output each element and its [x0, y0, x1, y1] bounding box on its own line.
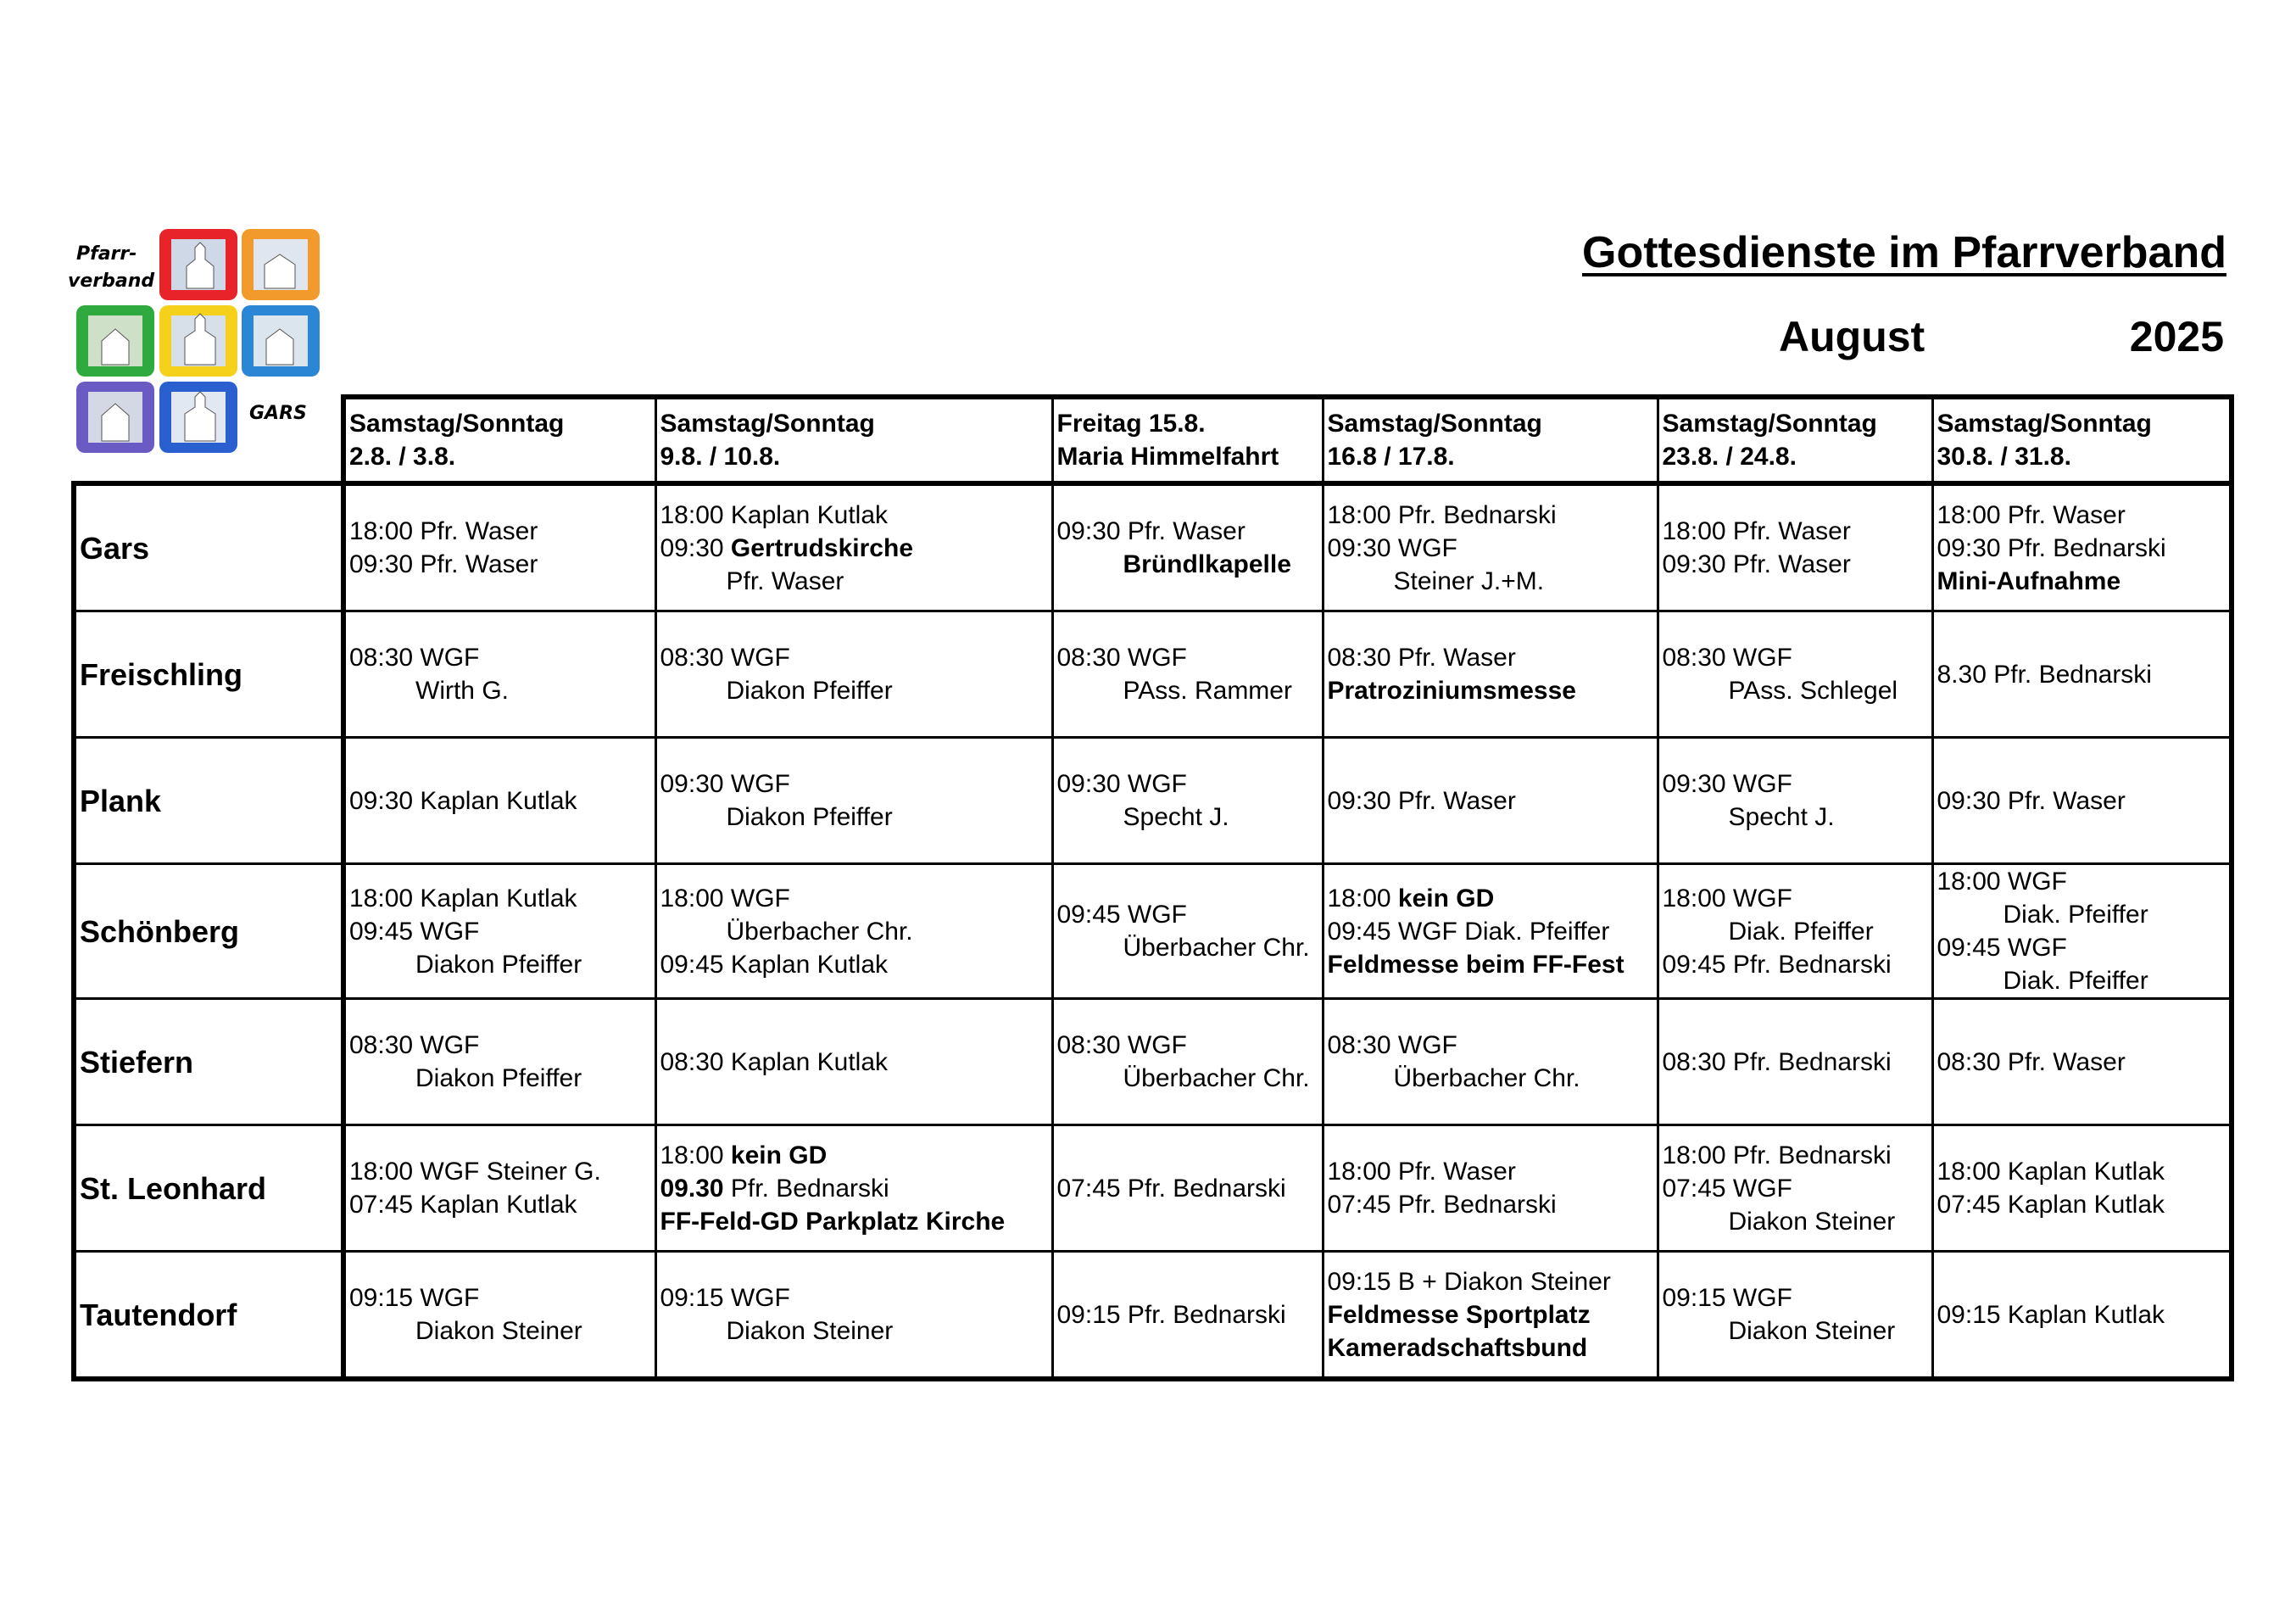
column-header: [1932, 397, 2232, 483]
service-line: [1057, 767, 1318, 801]
service-line: [1328, 1265, 1653, 1298]
schedule-cell: [343, 483, 655, 611]
service-text: Specht J.: [1123, 803, 1229, 831]
service-line: [1937, 532, 2226, 565]
service-line: [1328, 499, 1653, 532]
service-line: [349, 784, 651, 818]
location-name: Gars: [74, 483, 343, 611]
service-line: [349, 1314, 651, 1348]
service-line: [349, 948, 651, 981]
schedule-cell: [1932, 483, 2232, 611]
schedule-cell: [1658, 864, 1932, 999]
schedule-cell: [1658, 738, 1932, 864]
service-text: 07:45 Kaplan Kutlak: [1937, 1191, 2165, 1219]
location-name: Plank: [74, 738, 343, 864]
service-line: [349, 1281, 651, 1314]
schedule-cell: [655, 483, 1052, 611]
service-highlight: Bründlkapelle: [1123, 550, 1291, 578]
service-line: [1057, 1172, 1318, 1205]
schedule-cell: [343, 999, 655, 1125]
year-label: 2025: [2129, 313, 2224, 360]
service-text: 09:15 WGF: [349, 1284, 480, 1312]
service-text: 18:00 Kaplan Kutlak: [660, 500, 889, 529]
corner-cell: [74, 397, 343, 483]
service-text: 18:00 WGF: [1937, 868, 2067, 896]
service-line: [1057, 515, 1318, 548]
service-text: Steiner J.+M.: [1393, 566, 1545, 595]
schedule-cell: [1323, 611, 1658, 738]
service-line: [1663, 515, 1928, 548]
service-line: [1937, 784, 2226, 818]
service-text: 08:30 Kaplan Kutlak: [660, 1047, 889, 1076]
table-row: [74, 738, 2232, 864]
service-text: 18:00 Pfr. Waser: [1662, 517, 1851, 545]
schedule-cell: [1052, 611, 1323, 738]
service-text: 08:30 WGF: [1327, 1031, 1457, 1059]
logo-word-verband: verband: [68, 271, 155, 292]
service-line: [1663, 801, 1928, 834]
service-text: 09:45 Pfr. Bednarski: [1662, 950, 1892, 979]
column-header-day: Samstag/Sonntag: [349, 410, 565, 438]
service-text: 07:45 Pfr. Bednarski: [1327, 1191, 1557, 1219]
column-header: [655, 397, 1052, 483]
service-line: [1663, 948, 1928, 981]
table-row: [74, 1125, 2232, 1252]
service-text: 09:15 Kaplan Kutlak: [1937, 1300, 2165, 1329]
service-line: [349, 915, 651, 948]
service-text: 09:45 WGF: [1056, 901, 1187, 929]
schedule-cell: [1932, 1125, 2232, 1252]
column-header-day: Samstag/Sonntag: [1327, 410, 1542, 438]
service-text: 08:30 WGF: [1056, 644, 1187, 672]
service-line: [1328, 1331, 1653, 1364]
service-text: 18:00 Kaplan Kutlak: [1937, 1158, 2165, 1186]
service-text: 09:15 B + Diakon Steiner: [1327, 1267, 1611, 1296]
service-text: Diakon Pfeiffer: [726, 677, 893, 705]
location-name: Tautendorf: [74, 1252, 343, 1380]
service-text: Diak. Pfeiffer: [2003, 967, 2148, 995]
service-line: [349, 548, 651, 581]
service-text: 8.30 Pfr. Bednarski: [1937, 660, 2152, 689]
location-name: Freischling: [74, 611, 343, 738]
service-text: 18:00 Pfr. Waser: [1327, 1158, 1516, 1186]
mass-schedule-table: [71, 394, 2234, 1381]
schedule-cell: [1052, 1125, 1323, 1252]
service-line: [660, 1139, 1048, 1172]
logo-word-pfarr: Pfarr-: [76, 243, 137, 265]
service-text: 08:30 WGF: [349, 644, 480, 672]
location-name: Schönberg: [74, 864, 343, 999]
column-header-date: 23.8. / 24.8.: [1662, 443, 1797, 471]
service-line: [1328, 532, 1653, 565]
schedule-cell: [1658, 483, 1932, 611]
service-text: Pfr. Waser: [726, 566, 844, 595]
service-line: [1328, 1188, 1653, 1221]
service-line: [349, 1029, 651, 1062]
service-line: [660, 641, 1048, 674]
service-line: [1663, 767, 1928, 801]
service-text: 08:30 Pfr. Bednarski: [1662, 1047, 1892, 1076]
service-line: [1663, 1172, 1928, 1205]
service-line: [1057, 641, 1318, 674]
column-header-date: 30.8. / 31.8.: [1937, 443, 2071, 471]
schedule-cell: [343, 738, 655, 864]
schedule-cell: [1052, 1252, 1323, 1380]
service-line: [1057, 548, 1318, 581]
service-text: PAss. Rammer: [1123, 677, 1292, 705]
schedule-cell: [1932, 999, 2232, 1125]
service-text: 08:30 Pfr. Waser: [1327, 644, 1516, 672]
service-text: 09:15 WGF: [660, 1284, 790, 1312]
service-text: 18:00 Pfr. Waser: [349, 517, 538, 545]
service-line: [1663, 548, 1928, 581]
service-highlight: Gertrudskirche: [730, 533, 914, 562]
service-line: [1328, 882, 1653, 915]
service-text: Diakon Steiner: [415, 1317, 582, 1345]
service-line: [1937, 1188, 2226, 1221]
column-header: [343, 397, 655, 483]
service-line: [660, 915, 1048, 948]
schedule-cell: [655, 1125, 1052, 1252]
service-line: [660, 1046, 1048, 1079]
service-line: [660, 674, 1048, 707]
service-text: 09:30 Pfr. Waser: [1937, 786, 2126, 815]
service-line: [660, 948, 1048, 981]
service-text: 09:30 Pfr. Bednarski: [1937, 533, 2166, 562]
schedule-cell: [655, 864, 1052, 999]
service-text: PAss. Schlegel: [1728, 677, 1898, 705]
service-text: 09:45 WGF: [349, 917, 480, 946]
schedule-cell: [1658, 1125, 1932, 1252]
service-line: [349, 515, 651, 548]
service-line: [660, 565, 1048, 598]
service-text: 09:45 WGF Diak. Pfeiffer: [1327, 917, 1610, 946]
table-row: [74, 999, 2232, 1125]
service-text: 07:45 WGF: [1662, 1174, 1792, 1203]
service-text: 08:30 WGF: [1662, 644, 1792, 672]
service-text: 08:30 Pfr. Waser: [1937, 1047, 2126, 1076]
service-line: [660, 882, 1048, 915]
service-line: [349, 674, 651, 707]
logo-word-gars: GARS: [249, 403, 307, 424]
table-row: [74, 611, 2232, 738]
service-line: [660, 801, 1048, 834]
schedule-cell: [1052, 864, 1323, 999]
service-line: [1328, 784, 1653, 818]
schedule-cell: [343, 864, 655, 999]
schedule-cell: [1932, 864, 2232, 999]
schedule-cell: [655, 738, 1052, 864]
service-text: Überbacher Chr.: [1123, 934, 1310, 962]
service-line: [1057, 801, 1318, 834]
service-highlight: Mini-Aufnahme: [1937, 566, 2121, 595]
schedule-cell: [655, 1252, 1052, 1380]
column-header-day: Samstag/Sonntag: [1662, 410, 1877, 438]
service-line: [1937, 499, 2226, 532]
service-line: [1937, 931, 2226, 964]
service-line: [1937, 565, 2226, 598]
column-header: [1323, 397, 1658, 483]
schedule-cell: [1052, 483, 1323, 611]
service-line: [660, 1314, 1048, 1348]
schedule-cell: [1323, 738, 1658, 864]
service-line: [1937, 898, 2226, 931]
service-highlight: FF-Feld-GD Parkplatz Kirche: [660, 1207, 1006, 1236]
service-line: [1663, 882, 1928, 915]
schedule-cell: [1323, 483, 1658, 611]
column-header-date: 16.8 / 17.8.: [1327, 443, 1455, 471]
service-text: 09:30 WGF: [1056, 770, 1187, 798]
schedule-cell: [1323, 1125, 1658, 1252]
location-name: St. Leonhard: [74, 1125, 343, 1252]
service-line: [1663, 641, 1928, 674]
schedule-cell: [1052, 738, 1323, 864]
service-line: [1328, 641, 1653, 674]
document-title: Gottesdienste im Pfarrverband: [1582, 228, 2226, 277]
column-header-day: Freitag 15.8.: [1056, 410, 1206, 438]
service-highlight: Feldmesse Sportplatz: [1327, 1300, 1591, 1329]
service-text: 09:30 Pfr. Waser: [1327, 786, 1516, 815]
schedule-cell: [1932, 1252, 2232, 1380]
service-text: 18:00 Pfr. Bednarski: [1662, 1141, 1892, 1169]
service-text: 08:30 WGF: [349, 1031, 480, 1059]
service-line: [1057, 898, 1318, 931]
service-line: [1057, 931, 1318, 964]
service-text: 09:45 WGF: [1937, 934, 2067, 962]
service-line: [660, 499, 1048, 532]
schedule-cell: [655, 999, 1052, 1125]
service-line: [1663, 1046, 1928, 1079]
service-line: [1328, 948, 1653, 981]
service-line: [660, 532, 1048, 565]
schedule-cell: [1052, 999, 1323, 1125]
service-text: Überbacher Chr.: [726, 917, 913, 946]
service-text: 18:00 Kaplan Kutlak: [349, 884, 577, 912]
table-row: [74, 864, 2232, 999]
service-line: [1328, 915, 1653, 948]
location-name: Stiefern: [74, 999, 343, 1125]
service-text: 09:15 WGF: [1662, 1284, 1792, 1312]
schedule-cell: [1658, 611, 1932, 738]
service-text: Pfr. Bednarski: [723, 1174, 889, 1203]
schedule-cell: [1323, 864, 1658, 999]
column-header-day: Samstag/Sonntag: [1937, 410, 2152, 438]
service-line: [1057, 1298, 1318, 1331]
service-text: 07:45 Pfr. Bednarski: [1056, 1174, 1286, 1203]
service-line: [1328, 1155, 1653, 1188]
service-text: Diakon Pfeiffer: [415, 1064, 582, 1092]
service-line: [349, 1155, 651, 1188]
service-text: 18:00 WGF Steiner G.: [349, 1158, 601, 1186]
column-header-date: 2.8. / 3.8.: [349, 443, 456, 471]
column-header: [1658, 397, 1932, 483]
service-line: [1937, 964, 2226, 997]
service-text: 18:00 WGF: [1662, 884, 1792, 912]
service-text: Diakon Steiner: [726, 1317, 894, 1345]
schedule-cell: [1932, 738, 2232, 864]
service-text: Überbacher Chr.: [1393, 1064, 1580, 1092]
service-line: [1663, 1281, 1928, 1314]
service-text: 09:30 Pfr. Waser: [1662, 550, 1851, 578]
service-line: [1937, 1155, 2226, 1188]
table-row: [74, 483, 2232, 611]
service-line: [1937, 1298, 2226, 1331]
service-line: [1663, 1314, 1928, 1348]
service-line: [349, 1188, 651, 1221]
schedule-cell: [343, 1125, 655, 1252]
service-text: 08:30 WGF: [660, 644, 790, 672]
service-line: [1937, 658, 2226, 691]
service-text: 09:30: [660, 533, 731, 562]
column-header-date: 9.8. / 10.8.: [660, 443, 781, 471]
service-line: [1328, 1029, 1653, 1062]
schedule-cell: [1323, 999, 1658, 1125]
service-line: [1328, 1298, 1653, 1331]
service-text: 09:45 Kaplan Kutlak: [660, 950, 889, 979]
table-row: [74, 1252, 2232, 1380]
service-text: 08:30 WGF: [1056, 1031, 1187, 1059]
service-line: [1057, 1029, 1318, 1062]
schedule-cell: [1932, 611, 2232, 738]
service-highlight: Pratroziniumsmesse: [1327, 677, 1576, 705]
service-line: [660, 767, 1048, 801]
service-text: 18:00 Pfr. Bednarski: [1327, 500, 1557, 529]
service-line: [1057, 1062, 1318, 1095]
service-text: 09:30 WGF: [1327, 533, 1457, 562]
column-header-date: Maria Himmelfahrt: [1056, 443, 1279, 471]
service-line: [660, 1281, 1048, 1314]
service-text: 18:00 Pfr. Waser: [1937, 500, 2126, 529]
column-header: [1052, 397, 1323, 483]
service-text: Diakon Pfeiffer: [415, 950, 582, 979]
month-label: August: [1779, 313, 1925, 360]
schedule-cell: [1323, 1252, 1658, 1380]
service-line: [1328, 565, 1653, 598]
service-text: 18:00: [1327, 884, 1398, 912]
service-text: 09:30 Pfr. Waser: [349, 550, 538, 578]
service-line: [1663, 1139, 1928, 1172]
service-line: [1663, 915, 1928, 948]
service-line: [1328, 1062, 1653, 1095]
service-text: Diakon Steiner: [1728, 1207, 1896, 1236]
service-highlight: kein GD: [1397, 884, 1495, 912]
service-line: [349, 882, 651, 915]
service-highlight: Feldmesse beim FF-Fest: [1327, 950, 1624, 979]
service-text: 18:00: [660, 1141, 731, 1169]
service-line: [349, 1062, 651, 1095]
service-line: [1057, 674, 1318, 707]
service-text: 07:45 Kaplan Kutlak: [349, 1191, 577, 1219]
service-text: 09:30 WGF: [1662, 770, 1792, 798]
service-text: Wirth G.: [415, 677, 509, 705]
service-line: [1663, 674, 1928, 707]
schedule-cell: [1658, 999, 1932, 1125]
service-line: [1937, 1046, 2226, 1079]
service-text: 09:30 Kaplan Kutlak: [349, 786, 577, 815]
service-line: [660, 1172, 1048, 1205]
service-text: 09:30 Pfr. Waser: [1056, 517, 1246, 545]
service-highlight: Kameradschaftsbund: [1327, 1333, 1588, 1362]
schedule-cell: [343, 1252, 655, 1380]
service-text: Diakon Steiner: [1728, 1317, 1896, 1345]
service-line: [1937, 865, 2226, 898]
service-text: Überbacher Chr.: [1123, 1064, 1310, 1092]
service-line: [1328, 674, 1653, 707]
service-highlight: kein GD: [730, 1141, 828, 1169]
service-line: [1663, 1205, 1928, 1238]
service-text: 09:30 WGF: [660, 770, 790, 798]
service-text: Specht J.: [1728, 803, 1835, 831]
service-text: 18:00 WGF: [660, 884, 790, 912]
schedule-cell: [343, 611, 655, 738]
service-text: 09:15 Pfr. Bednarski: [1056, 1300, 1286, 1329]
service-text: Diak. Pfeiffer: [1728, 917, 1874, 946]
header-row: [74, 397, 2232, 483]
service-text: Diak. Pfeiffer: [2003, 901, 2148, 929]
schedule-cell: [655, 611, 1052, 738]
column-header-day: Samstag/Sonntag: [660, 410, 875, 438]
service-line: [660, 1205, 1048, 1238]
service-text: Diakon Pfeiffer: [726, 803, 893, 831]
service-line: [349, 641, 651, 674]
schedule-cell: [1658, 1252, 1932, 1380]
service-time: 09.30: [660, 1174, 724, 1203]
